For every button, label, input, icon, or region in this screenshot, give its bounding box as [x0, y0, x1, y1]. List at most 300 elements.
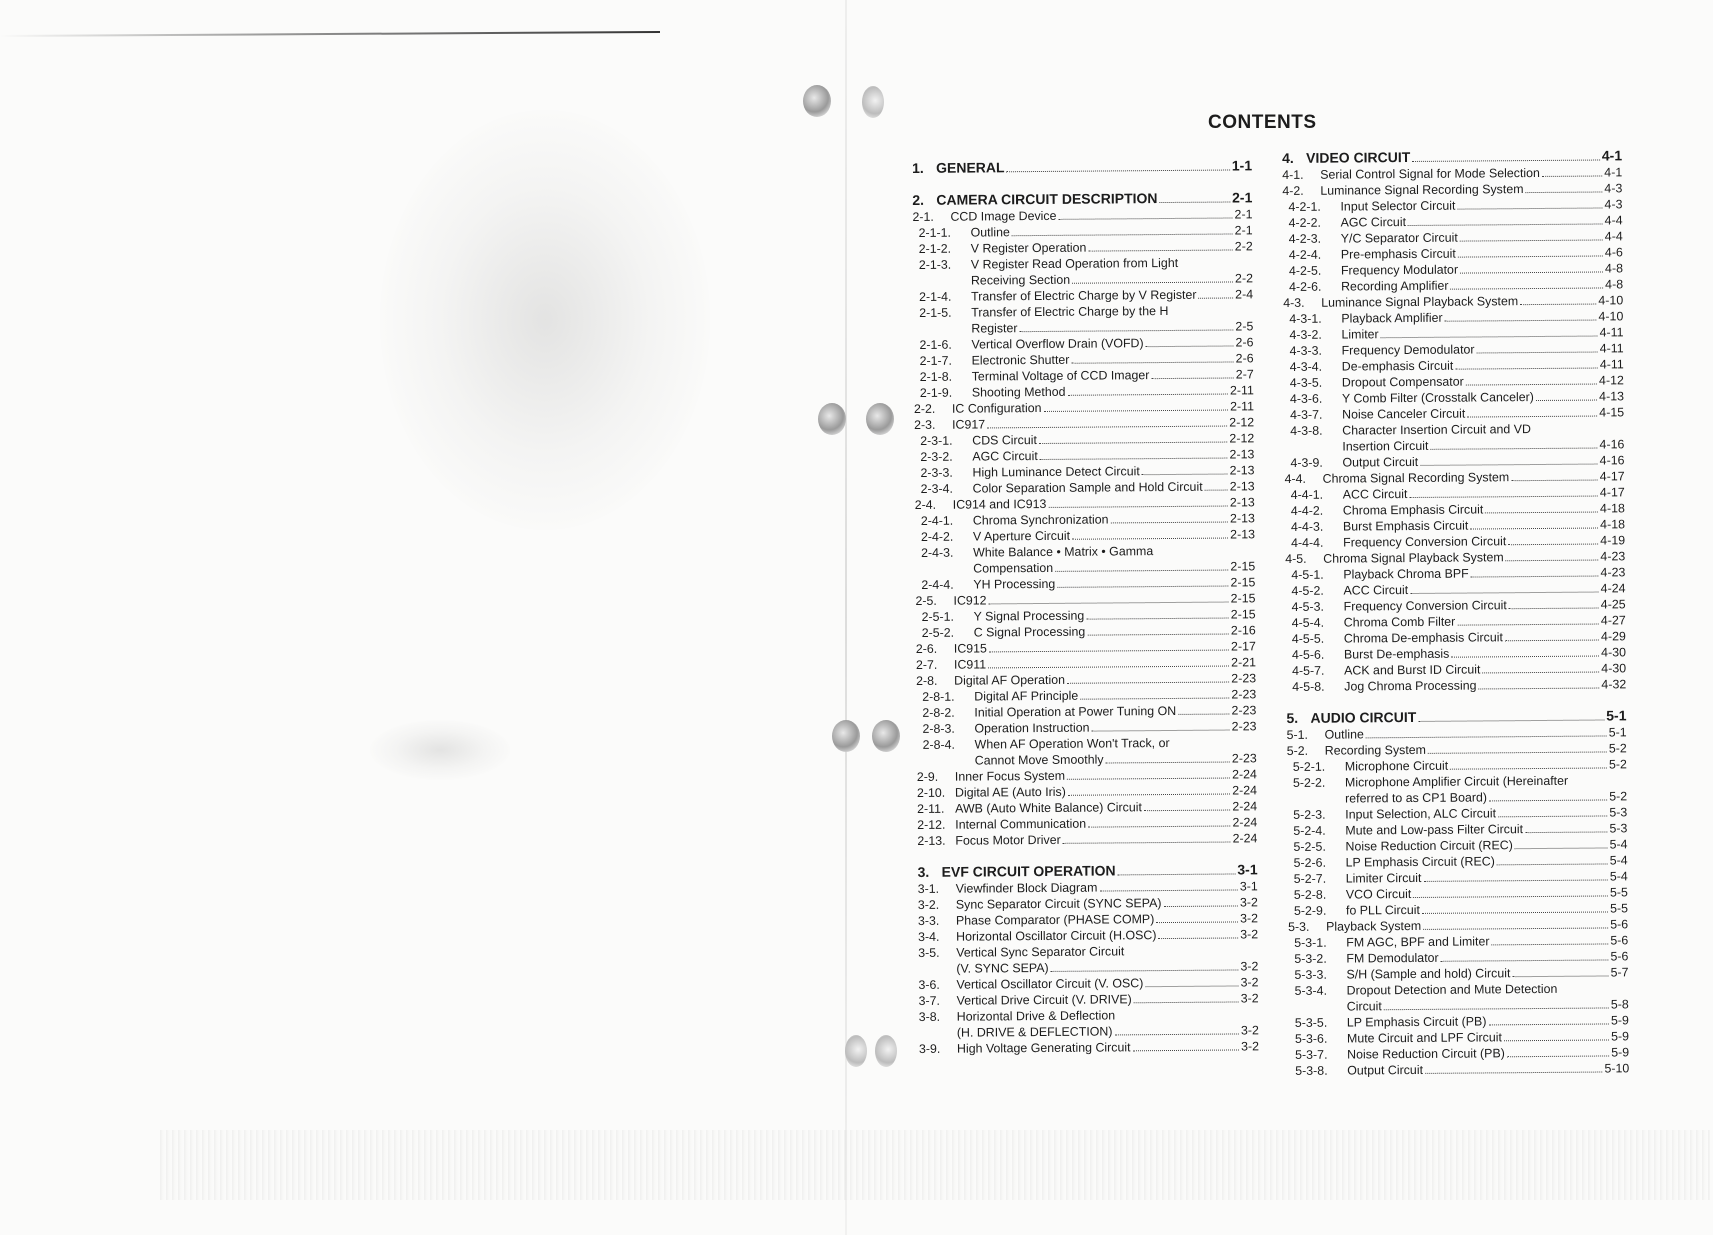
toc-entry-title: Operation Instruction: [974, 720, 1090, 736]
toc-entry-page: 5-2: [1609, 789, 1628, 804]
toc-entry-page: 2-1: [1232, 189, 1253, 206]
toc-entry-title: LP Emphasis Circuit (PB): [1346, 1014, 1487, 1030]
toc-leader-dots: [1099, 889, 1237, 891]
toc-leader-dots: [1068, 394, 1228, 396]
toc-leader-dots: [1418, 719, 1604, 721]
toc-entry-number: 5.: [1286, 709, 1299, 726]
toc-entry-page: 5-6: [1610, 933, 1629, 948]
toc-entry-number: 2-3-3.: [920, 465, 953, 480]
toc-entry-number: 5-3-7.: [1295, 1047, 1328, 1062]
toc-entry-title: Mute and Low-pass Filter Circuit: [1345, 822, 1524, 838]
toc-entry-title: Luminance Signal Playback System: [1321, 294, 1519, 310]
toc-entry-page: 4-10: [1598, 293, 1624, 308]
toc-entry-title: Output Circuit: [1342, 454, 1419, 470]
toc-entry-title: referred to as CP1 Board): [1345, 790, 1488, 806]
toc-entry-page: 2-1: [1234, 207, 1253, 222]
toc-entry-title: FM Demodulator: [1346, 950, 1439, 966]
toc-entry-page: 2-11: [1230, 399, 1255, 414]
toc-leader-dots: [1408, 223, 1603, 226]
toc-entry-title: Noise Reduction Circuit (PB): [1347, 1046, 1505, 1062]
toc-entry-number: 4-3-8.: [1290, 423, 1323, 438]
toc-entry-title: C Signal Processing: [973, 624, 1086, 640]
toc-leader-dots: [988, 666, 1229, 669]
toc-entry-number: 5-1.: [1286, 727, 1309, 742]
toc-entry-title: (V. SYNC SEPA): [956, 960, 1049, 976]
toc-leader-dots: [1512, 975, 1608, 977]
toc-entry-page: 5-2: [1608, 757, 1627, 772]
toc-leader-dots: [1384, 1007, 1609, 1010]
toc-entry-number: 4-2-5.: [1288, 263, 1322, 278]
toc-entry-page: 4-4: [1604, 229, 1623, 244]
toc-entry-title: IC Configuration: [951, 400, 1042, 416]
toc-entry-number: 2-1-6.: [919, 337, 952, 352]
toc-entry-page: 2-13: [1229, 511, 1255, 526]
toc-entry-title: VCO Circuit: [1345, 887, 1412, 902]
toc-entry-title: Playback System: [1326, 918, 1422, 934]
toc-leader-dots: [1072, 281, 1233, 283]
toc-entry-page: 5-3: [1609, 805, 1628, 820]
toc-entry-number: 2-8-1.: [922, 689, 955, 704]
toc-entry-page: 3-2: [1240, 959, 1259, 974]
toc-entry-number: 5-2-6.: [1293, 855, 1327, 870]
toc-entry-title: Vertical Overflow Drain (VOFD): [971, 336, 1144, 352]
toc-leader-dots: [1451, 287, 1604, 289]
toc-entry-page: 2-5: [1235, 319, 1254, 334]
toc-entry-page: 2-15: [1230, 559, 1256, 574]
toc-leader-dots: [1059, 217, 1233, 219]
toc-entry-title: Serial Control Signal for Mode Selection: [1320, 165, 1540, 182]
toc-entry-page: 2-13: [1229, 495, 1255, 510]
toc-leader-dots: [1525, 831, 1607, 833]
toc-entry-number: 4.: [1282, 149, 1294, 166]
toc-leader-dots: [1068, 794, 1230, 796]
toc-entry-number: 2-8-4.: [922, 737, 956, 752]
toc-entry-number: 2-11.: [917, 801, 945, 816]
scan-noise: [160, 1130, 1710, 1200]
toc-entry-title: Microphone Amplifier Circuit (Hereinafter: [1344, 773, 1569, 790]
toc-leader-dots: [1450, 767, 1607, 769]
binder-hole: [866, 403, 894, 435]
toc-entry-page: 2-2: [1234, 271, 1254, 286]
toc-entry-page: 2-24: [1232, 815, 1258, 830]
toc-leader-dots: [1455, 368, 1598, 370]
toc-leader-dots: [1145, 985, 1238, 987]
toc-leader-dots: [1466, 384, 1597, 386]
toc-entry-title: IC911: [953, 657, 987, 672]
toc-entry-number: 3-4.: [918, 929, 940, 944]
toc-entry-page: 4-8: [1605, 277, 1624, 292]
toc-entry: [919, 1038, 1259, 1057]
toc-entry-title: AGC Circuit: [1340, 215, 1407, 230]
toc-entry-title: Outline: [970, 225, 1010, 240]
toc-leader-dots: [1477, 352, 1598, 354]
toc-entry-title: Input Selector Circuit: [1340, 198, 1456, 214]
toc-entry-title: Frequency Modulator: [1340, 262, 1459, 278]
toc-leader-dots: [1458, 255, 1603, 257]
toc-entry-number: 4-4-4.: [1291, 535, 1324, 550]
toc-leader-dots: [1508, 544, 1598, 546]
toc-leader-dots: [1445, 320, 1597, 322]
toc-entry-page: 2-13: [1230, 527, 1256, 542]
toc-entry-page: 5-8: [1610, 997, 1629, 1012]
toc-entry-title: Digital AF Principle: [974, 688, 1079, 704]
toc-leader-dots: [1423, 927, 1608, 929]
toc-leader-dots: [1542, 175, 1602, 176]
toc-leader-dots: [1199, 297, 1234, 298]
scan-smudge: [370, 720, 510, 780]
toc-entry-page: 2-15: [1230, 607, 1256, 622]
toc-entry-page: 2-15: [1230, 591, 1256, 606]
toc-leader-dots: [1425, 1072, 1602, 1074]
toc-entry-number: 5-3.: [1288, 919, 1310, 934]
toc-entry-number: 2.: [912, 191, 925, 208]
toc-leader-dots: [1012, 233, 1233, 236]
toc-entry-title: Receiving Section: [970, 272, 1071, 288]
toc-leader-dots: [1067, 682, 1229, 684]
toc-leader-dots: [1511, 480, 1598, 482]
toc-entry-title: Digital AF Operation: [954, 672, 1066, 688]
toc-entry-page: 2-21: [1231, 655, 1257, 670]
toc-entry-number: 2-5-2.: [921, 625, 955, 640]
toc-entry-number: 4-2-6.: [1289, 279, 1322, 294]
toc-entry-page: 4-32: [1601, 677, 1627, 692]
toc-leader-dots: [1420, 464, 1597, 466]
toc-entry-page: 4-30: [1601, 661, 1627, 676]
toc-entry-page: 4-15: [1599, 405, 1625, 420]
toc-leader-dots: [1051, 969, 1239, 971]
toc-entry-page: 4-17: [1599, 469, 1625, 484]
toc-entry-page: 2-2: [1234, 239, 1253, 254]
toc-leader-dots: [1430, 448, 1597, 450]
toc-entry-number: 5-2-2.: [1292, 775, 1326, 790]
toc-entry-page: 4-10: [1598, 309, 1624, 324]
binder-hole: [845, 1035, 867, 1067]
toc-entry-title: Chroma Comb Filter: [1343, 614, 1456, 630]
toc-entry-number: 5-3-1.: [1294, 935, 1327, 950]
toc-entry-title: V Register Operation: [970, 240, 1087, 256]
toc-entry-number: 4-3-1.: [1289, 311, 1322, 326]
toc-entry-number: 5-3-2.: [1294, 951, 1327, 966]
toc-entry-number: 2-4-3.: [921, 545, 954, 560]
toc-entry-title: Recording System: [1324, 742, 1427, 758]
toc-entry-page: 4-1: [1604, 165, 1623, 180]
toc-entry-title: White Balance • Matrix • Gamma: [973, 544, 1154, 560]
toc-leader-dots: [1151, 377, 1233, 379]
toc-entry-number: 2-3.: [914, 417, 936, 432]
toc-entry-page: 3-1: [1239, 879, 1258, 894]
toc-entry: [1286, 676, 1626, 695]
toc-leader-dots: [1158, 937, 1238, 939]
toc-leader-dots: [1457, 207, 1602, 209]
toc-entry-number: 3-8.: [918, 1009, 941, 1024]
toc-entry: [1289, 1060, 1629, 1079]
binder-hole: [803, 85, 831, 117]
scan-smudge: [380, 110, 710, 530]
toc-entry-number: 2-6.: [915, 641, 938, 656]
toc-entry-page: 4-8: [1604, 261, 1624, 276]
toc-entry-title: YH Processing: [973, 576, 1056, 592]
toc-leader-dots: [1144, 810, 1230, 812]
toc-leader-dots: [1467, 416, 1597, 418]
toc-entry-title: CDS Circuit: [972, 433, 1037, 448]
toc-entry-title: IC917: [952, 417, 986, 432]
toc-entry-title: Frequency Conversion Circuit: [1343, 534, 1507, 550]
toc-leader-dots: [1106, 762, 1230, 764]
toc-entry-title: Phase Comparator (PHASE COMP): [955, 912, 1155, 928]
toc-leader-dots: [987, 426, 1227, 429]
toc-entry-number: 2-3-1.: [920, 433, 953, 448]
toc-leader-dots: [1489, 799, 1607, 801]
toc-entry-number: 2-7.: [915, 657, 938, 672]
toc-leader-dots: [1055, 570, 1228, 572]
toc-entry-number: 1.: [912, 159, 924, 176]
toc-entry-number: 2-8-3.: [922, 721, 955, 736]
toc-entry-number: 5-3-4.: [1294, 983, 1328, 998]
toc-leader-dots: [1057, 586, 1228, 588]
toc-entry-number: 4-3-3.: [1289, 343, 1323, 358]
toc-entry-number: 3-3.: [917, 913, 940, 928]
toc-leader-dots: [1092, 730, 1230, 732]
toc-entry-page: 4-23: [1600, 565, 1626, 580]
toc-entry-title: LP Emphasis Circuit (REC): [1345, 854, 1495, 870]
toc-leader-dots: [1412, 160, 1600, 162]
toc-entry-page: 5-9: [1611, 1045, 1630, 1060]
toc-leader-dots: [1413, 895, 1608, 898]
toc-entry-title: Pre-emphasis Circuit: [1340, 246, 1456, 262]
toc-entry-title: Limiter: [1341, 327, 1379, 342]
toc-leader-dots: [1460, 271, 1603, 273]
toc-entry-title: Inner Focus System: [954, 768, 1066, 784]
toc-entry-title: (H. DRIVE & DEFLECTION): [956, 1024, 1113, 1040]
toc-entry-page: 5-9: [1610, 1013, 1629, 1028]
toc-entry-number: 3-2.: [917, 897, 940, 912]
toc-entry: [917, 830, 1257, 849]
toc-entry-title: Jog Chroma Processing: [1344, 678, 1477, 694]
toc-entry-title: EVF CIRCUIT OPERATION: [941, 862, 1116, 880]
toc-entry-page: 4-19: [1600, 533, 1626, 548]
toc-entry-title: V Register Read Operation from Light: [970, 255, 1179, 272]
toc-entry-title: Cannot Move Smoothly: [974, 752, 1104, 768]
toc-leader-dots: [1409, 496, 1597, 498]
toc-entry-title: Noise Reduction Circuit (REC): [1345, 838, 1513, 854]
toc-leader-dots: [1460, 239, 1603, 241]
toc-leader-dots: [989, 602, 1229, 605]
toc-leader-dots: [1039, 442, 1227, 444]
toc-entry-number: 2-1-8.: [919, 369, 953, 384]
toc-section-entry: [912, 156, 1252, 177]
binder-hole: [872, 720, 900, 752]
toc-entry-number: 2-1-4.: [919, 289, 952, 304]
toc-entry-page: 4-17: [1599, 485, 1625, 500]
toc-entry-number: 2-1-2.: [918, 241, 952, 256]
toc-entry-title: Horizontal Drive & Deflection: [956, 1008, 1116, 1024]
toc-entry-title: Color Separation Sample and Hold Circuit: [972, 479, 1203, 496]
toc-leader-dots: [1071, 361, 1233, 363]
toc-leader-dots: [1526, 191, 1603, 193]
toc-entry-page: 2-23: [1231, 687, 1257, 702]
toc-entry-number: 2-1-9.: [919, 385, 953, 400]
toc-entry-number: 2-5-1.: [921, 609, 955, 624]
toc-entry-title: Burst Emphasis Circuit: [1342, 518, 1469, 534]
toc-entry-page: 2-24: [1232, 799, 1258, 814]
toc-entry-page: 4-18: [1599, 501, 1625, 516]
toc-leader-dots: [1504, 1039, 1609, 1041]
toc-entry-page: 4-16: [1599, 437, 1625, 452]
toc-entry-number: 4-5-5.: [1291, 631, 1325, 646]
toc-leader-dots: [1457, 624, 1599, 626]
toc-leader-dots: [1072, 538, 1228, 540]
toc-entry-title: Output Circuit: [1347, 1062, 1424, 1078]
toc-entry-number: 4-5-6.: [1291, 647, 1325, 662]
toc-entry-title: High Voltage Generating Circuit: [956, 1040, 1131, 1056]
toc-entry-page: 5-3: [1609, 821, 1628, 836]
toc-entry-page: 5-5: [1609, 885, 1628, 900]
toc-entry-page: 2-13: [1229, 447, 1255, 462]
toc-entry-page: 3-2: [1241, 1039, 1260, 1054]
toc-entry-title: When AF Operation Won't Track, or: [974, 735, 1170, 752]
toc-entry-page: 5-7: [1610, 965, 1629, 980]
toc-entry-title: Vertical Oscillator Circuit (V. OSC): [956, 976, 1144, 992]
toc-leader-dots: [1428, 751, 1607, 753]
toc-entry-page: 5-4: [1609, 869, 1628, 884]
toc-leader-dots: [1111, 522, 1229, 524]
toc-entry-page: 2-23: [1231, 719, 1257, 734]
toc-entry-page: 1-1: [1231, 157, 1253, 174]
toc-entry-number: 5-2-9.: [1293, 903, 1327, 918]
toc-entry-title: Focus Motor Driver: [955, 832, 1061, 848]
toc-leader-dots: [1114, 1033, 1238, 1035]
toc-leader-dots: [1482, 672, 1599, 674]
toc-entry-title: GENERAL: [936, 159, 1005, 176]
toc-entry-number: 2-4-2.: [920, 529, 954, 544]
toc-entry-page: 5-1: [1608, 725, 1627, 740]
toc-entry-page: 2-15: [1230, 575, 1256, 590]
toc-entry-page: 3-2: [1240, 927, 1259, 942]
toc-entry-page: 5-5: [1609, 901, 1629, 916]
toc-entry-number: 4-5-1.: [1291, 567, 1324, 582]
toc-entry-page: 3-2: [1240, 1023, 1259, 1038]
toc-entry-page: 2-23: [1231, 671, 1257, 686]
toc-entry-page: 2-23: [1231, 751, 1257, 766]
toc-entry-title: Compensation: [973, 560, 1054, 576]
binder-hole: [832, 720, 860, 752]
toc-leader-dots: [1156, 921, 1238, 923]
toc-entry-title: fo PLL Circuit: [1345, 902, 1420, 918]
toc-leader-dots: [1088, 249, 1232, 251]
toc-leader-dots: [1067, 778, 1230, 780]
toc-entry-title: Chroma Emphasis Circuit: [1342, 502, 1484, 518]
toc-entry-number: 3-7.: [918, 993, 941, 1008]
binder-hole: [818, 403, 846, 435]
toc-left-column: [912, 156, 1259, 1057]
toc-entry-title: Transfer of Electric Charge by the H: [971, 303, 1169, 320]
toc-entry-page: 2-13: [1229, 479, 1255, 494]
toc-entry-number: 4-3-2.: [1289, 327, 1322, 342]
toc-entry-page: 4-30: [1601, 645, 1627, 660]
toc-entry-number: 2-1-7.: [919, 353, 953, 368]
toc-entry-title: IC914 and IC913: [952, 496, 1047, 512]
toc-entry-number: 5-2-8.: [1293, 887, 1327, 902]
toc-entry-number: 2-1-3.: [918, 257, 952, 272]
binder-hole: [862, 86, 884, 118]
toc-entry-page: 4-27: [1600, 613, 1626, 628]
toc-entry-page: 3-2: [1239, 911, 1259, 926]
toc-entry-number: 4-5-7.: [1292, 663, 1325, 678]
toc-entry-number: 5-3-5.: [1294, 1015, 1328, 1030]
toc-entry-number: 5-2-7.: [1293, 871, 1327, 886]
toc-entry-page: 2-11: [1229, 383, 1254, 398]
toc-leader-dots: [1134, 1001, 1239, 1003]
toc-entry-number: 4-2-4.: [1288, 247, 1322, 262]
toc-leader-dots: [1044, 410, 1229, 412]
toc-entry-page: 4-6: [1604, 245, 1623, 260]
toc-leader-dots: [1488, 1023, 1609, 1025]
toc-entry-title: ACC Circuit: [1342, 487, 1408, 502]
toc-leader-dots: [1536, 400, 1597, 401]
toc-entry-title: CAMERA CIRCUIT DESCRIPTION: [936, 190, 1158, 208]
toc-entry-title: Input Selection, ALC Circuit: [1345, 806, 1497, 822]
toc-entry-page: 5-2: [1608, 741, 1627, 756]
toc-leader-dots: [1088, 826, 1230, 828]
toc-entry-page: 5-4: [1609, 853, 1628, 868]
toc-entry-number: 5-2-4.: [1293, 823, 1326, 838]
toc-entry-page: 2-13: [1229, 463, 1255, 478]
toc-entry-title: Digital AE (Auto Iris): [954, 784, 1066, 800]
toc-entry-page: 4-23: [1600, 549, 1626, 564]
toc-leader-dots: [1164, 905, 1238, 907]
toc-leader-dots: [1019, 329, 1233, 332]
toc-entry-title: IC912: [953, 593, 987, 608]
toc-entry-page: 2-24: [1232, 831, 1258, 846]
toc-entry-page: 5-4: [1609, 837, 1628, 852]
toc-leader-dots: [1040, 458, 1228, 460]
toc-entry-page: 2-6: [1235, 351, 1254, 366]
toc-leader-dots: [1410, 592, 1598, 594]
toc-leader-dots: [1160, 202, 1231, 204]
toc-entry-page: 2-23: [1231, 703, 1257, 718]
toc-entry-page: 2-12: [1229, 431, 1255, 446]
toc-entry-title: FM AGC, BPF and Limiter: [1346, 934, 1490, 950]
toc-entry-number: 3-9.: [918, 1041, 941, 1056]
toc-entry-title: VIDEO CIRCUIT: [1306, 148, 1411, 166]
toc-entry-number: 4-5.: [1285, 551, 1307, 566]
toc-entry-title: AWB (Auto White Balance) Circuit: [955, 800, 1142, 816]
scan-edge-line: [0, 31, 660, 37]
toc-entry-page: 2-4: [1235, 287, 1254, 302]
toc-entry-number: 4-3-6.: [1289, 391, 1323, 406]
toc-entry-page: 2-1: [1234, 223, 1253, 238]
toc-entry-page: 4-25: [1600, 597, 1626, 612]
toc-leader-dots: [1178, 714, 1229, 715]
toc-entry-page: 3-2: [1240, 991, 1259, 1006]
toc-entry-number: 4-4-1.: [1290, 487, 1324, 502]
toc-entry-number: 5-2-5.: [1293, 839, 1326, 854]
toc-leader-dots: [1381, 336, 1598, 339]
toc-entry-title: Vertical Drive Circuit (V. DRIVE): [956, 992, 1132, 1008]
toc-entry-page: 5-1: [1606, 707, 1627, 724]
toc-entry-page: 2-24: [1232, 783, 1258, 798]
toc-entry-number: 4-2.: [1282, 183, 1304, 198]
toc-entry-title: Recording Amplifier: [1341, 278, 1449, 294]
toc-entry-page: 5-9: [1611, 1029, 1630, 1044]
toc-leader-dots: [1491, 943, 1608, 945]
toc-entry-title: Viewfinder Block Diagram: [955, 880, 1098, 896]
toc-entry-title: Playback Chroma BPF: [1343, 566, 1469, 582]
toc-entry-title: Sync Separator Circuit (SYNC SEPA): [955, 896, 1162, 912]
toc-leader-dots: [1485, 512, 1598, 514]
toc-entry-title: Y/C Separator Circuit: [1340, 230, 1458, 246]
toc-leader-dots: [1133, 1049, 1240, 1051]
